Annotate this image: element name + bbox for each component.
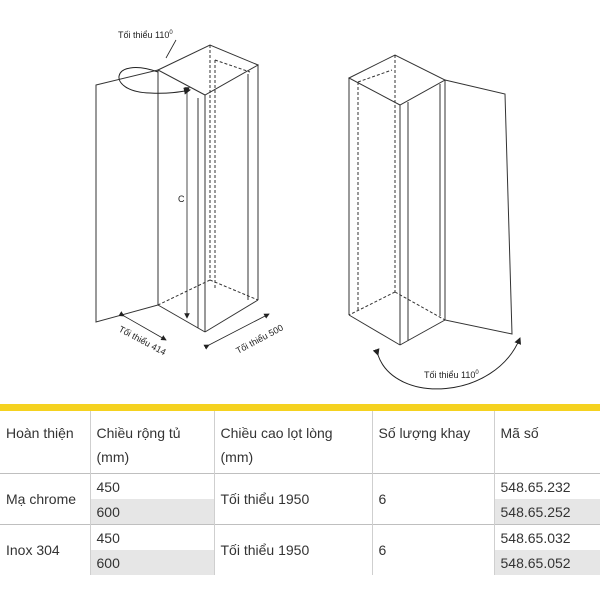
finish-cell: Mạ chrome — [0, 474, 90, 525]
left-cabinet-top — [158, 45, 258, 95]
height-label: C — [178, 194, 185, 204]
height-cell: Tối thiểu 1950 — [214, 525, 372, 576]
depth-label: Tối thiểu 500 — [234, 322, 285, 356]
width-label: Tối thiểu 414 — [117, 323, 168, 358]
code-cell: 548.65.032 — [494, 525, 600, 551]
spec-table — [0, 404, 600, 575]
table-header-row — [0, 411, 600, 474]
left-swing-label: Tối thiểu $110^0$ — [118, 30, 173, 40]
right-swing-arrow — [378, 338, 520, 389]
header-width: Chiều rộng tủ (mm) — [90, 411, 214, 474]
right-cabinet-door — [445, 80, 512, 334]
trays-cell: 6 — [372, 474, 494, 525]
width-cell: 450 — [90, 525, 214, 551]
table-header-strip — [0, 404, 600, 411]
right-swing-label: Tối thiểu $110^0$ — [424, 370, 479, 380]
code-cell: 548.65.052 — [494, 550, 600, 575]
finish-cell: Inox 304 — [0, 525, 90, 576]
left-cabinet — [96, 45, 258, 332]
header-code: Mã số — [500, 425, 539, 441]
table-row — [0, 474, 600, 500]
right-cabinet — [349, 55, 512, 345]
trays-cell: 6 — [372, 525, 494, 576]
header-trays: Số lượng khay — [372, 411, 494, 474]
width-cell: 600 — [90, 550, 214, 575]
code-cell: 548.65.232 — [494, 474, 600, 500]
height-cell: Tối thiểu 1950 — [214, 474, 372, 525]
code-cell: 548.65.252 — [494, 499, 600, 525]
table-row — [0, 525, 600, 551]
left-cabinet-door — [96, 70, 158, 322]
header-finish: Hoàn thiện — [0, 411, 90, 474]
left-swing-arrow — [119, 68, 190, 94]
width-cell: 450 — [90, 474, 214, 500]
width-cell: 600 — [90, 499, 214, 525]
header-height: Chiều cao lọt lòng (mm) — [214, 411, 372, 474]
